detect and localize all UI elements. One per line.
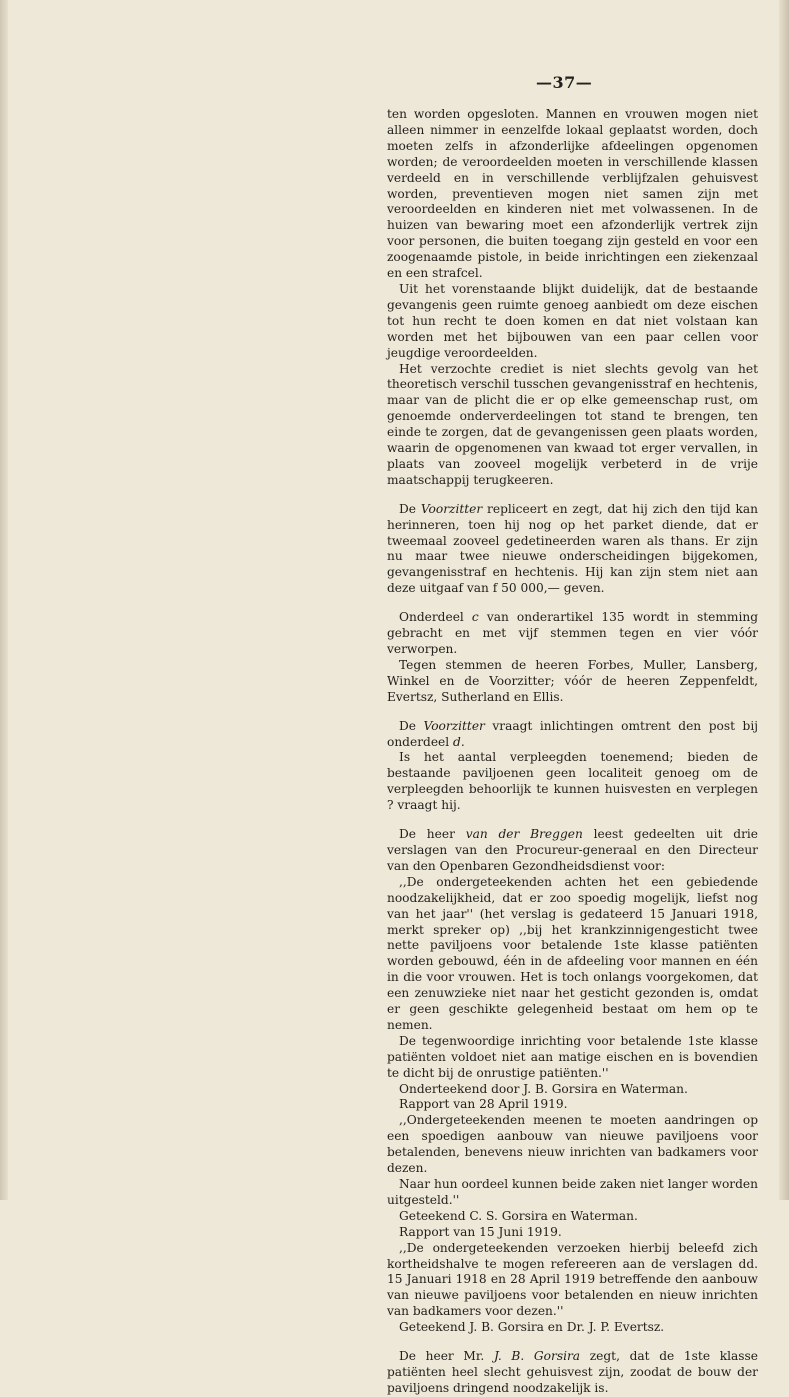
paragraph: Rapport van 15 Juni 1919. bbox=[399, 1224, 562, 1239]
paragraph: Naar hun oordeel kunnen beide zaken niet langer worden uitgesteld.'' bbox=[387, 1177, 758, 1207]
paragraph: De Voorzitter repliceert en zegt, dat hij zich den tijd kan herinneren, toen hij nog op het parket diende, dat er tweemaal zooveel gedetineerden waren als thans. Er zijn nu maar twee nieuwe onderscheidingen bijgekomen, gevangenisstraf en hechtenis. Hij kan zijn stem niet aan deze uitgaaf van f 50 000,— geven. bbox=[387, 501, 758, 596]
speaker-name: Voorzitter bbox=[423, 718, 485, 733]
paragraph: ,,Ondergeteekenden meenen te moeten aandringen op een spoedigen aanbouw van nieuwe paviljoens voor betalenden, benevens nieuw inrichten van badkamers voor dezen. bbox=[387, 1113, 758, 1176]
speaker-name: van der Breggen bbox=[465, 827, 583, 842]
paragraph: De tegenwoordige inrichting voor betalende 1ste klasse patiënten voldoet niet aan matige eischen en is bovendien te dicht bij de onrustige patiënten.'' bbox=[387, 1033, 758, 1080]
paragraph: ,,De ondergeteekenden achten het een gebiedende noodzakelijkheid, dat er zoo spoedig mogelijk, liefst nog van het jaar'' (het verslag is gedateerd 15 Januari 1918, merkt spreker op) ,,bij het krankzinnigengesticht twee nette paviljoens voor betalende 1ste klasse patiënten worden gebouwd, één in de afdeeling voor mannen en één in die voor vrouwen. Het is toch onlangs voorgekomen, dat een zenuwzieke niet naar het gesticht gezonden is, omdat er geen geschikte gelegenheid bestaat om hem op te nemen. bbox=[387, 874, 758, 1032]
scan-edge-left bbox=[0, 0, 8, 1200]
paragraph: ten worden opgesloten. Mannen en vrouwen mogen niet alleen nimmer in eenzelfde lokaal geplaatst worden, doch moeten zelfs in afzonderlijke afdeelingen opgenomen worden; de veroordeelden moeten in verschillende klassen verdeeld en in verschillende verblijfzalen gehuisvest worden, preventieven mogen niet samen zijn met veroordeelden en kinderen niet met volwassenen. In de huizen van bewaring moet een afzonderlijk vertrek zijn voor personen, die buiten toegang zijn gesteld en voor een zoogenaamde pistole, in beide inrichtingen een ziekenzaal en een strafcel. bbox=[387, 107, 758, 281]
paragraph: ,,De ondergeteekenden verzoeken hierbij beleefd zich kortheidshalve te mogen refereeren aan de verslagen dd. 15 Januari 1918 en 28 April 1919 betreffende den aanbouw van nieuwe paviljoens voor betalenden en nieuw inrichten van badkamers voor dezen.'' bbox=[387, 1240, 758, 1319]
paragraph: Is het aantal verpleegden toenemend; bieden de bestaande paviljoenen geen localiteit genoeg om de verpleegden behoorlijk te kunnen huisvesten en verplegen ? vraagt hij. bbox=[387, 750, 758, 813]
paragraph: Geteekend J. B. Gorsira en Dr. J. P. Evertsz. bbox=[399, 1320, 665, 1335]
paragraph: Onderdeel c van onderartikel 135 wordt in stemming gebracht en met vijf stemmen tegen en vier vóór verworpen. bbox=[387, 610, 758, 656]
paragraph: Rapport van 28 April 1919. bbox=[399, 1097, 568, 1112]
paragraph: De Voorzitter vraagt inlichtingen omtrent den post bij onderdeel d. bbox=[387, 718, 759, 749]
text-column bbox=[387, 107, 758, 1397]
paragraph: Uit het vorenstaande blijkt duidelijk, dat de bestaande gevangenis geen ruimte genoeg aanbiedt om deze eischen tot hun recht te doen komen en dat niet volstaan kan worden met het bijbouwen van een paar cellen voor jeugdige veroordeelden. bbox=[387, 281, 758, 360]
scan-edge-right bbox=[779, 0, 789, 1200]
page-number: —37— bbox=[536, 73, 593, 92]
paragraph: De heer Mr. J. B. Gorsira zegt, dat de 1ste klasse patiënten heel slecht gehuisvest zijn, zoodat de bouw der paviljoens dringend noodzakelijk is. bbox=[387, 1349, 758, 1395]
speaker-name: J. B. Gorsira bbox=[493, 1349, 581, 1364]
paragraph: Tegen stemmen de heeren Forbes, Muller, Lansberg, Winkel en de Voorzitter; vóór de heeren Zeppenfeldt, Evertsz, Sutherland en Ellis. bbox=[387, 657, 758, 704]
paragraph: Geteekend C. S. Gorsira en Waterman. bbox=[399, 1208, 638, 1223]
paragraph: Het verzochte crediet is niet slechts gevolg van het theoretisch verschil tusschen gevangenisstraf en hechtenis, maar van de plicht die er op elke gemeenschap rust, om genoemde onderverdeelingen tot stand te brengen, ten einde te zorgen, dat de gevangenissen geen plaats worden, waarin de opgenomenen van kwaad tot erger vervallen, in plaats van zooveel mogelijk verbeterd in de vrije maatschappij terugkeeren. bbox=[387, 361, 758, 487]
speaker-name: Voorzitter bbox=[420, 501, 483, 516]
paragraph: Onderteekend door J. B. Gorsira en Waterman. bbox=[399, 1081, 688, 1096]
paragraph: De heer van der Breggen leest gedeelten uit drie verslagen van den Procureur-generaal en den Directeur van den Openbaren Gezondheidsdienst voor: bbox=[387, 827, 759, 873]
